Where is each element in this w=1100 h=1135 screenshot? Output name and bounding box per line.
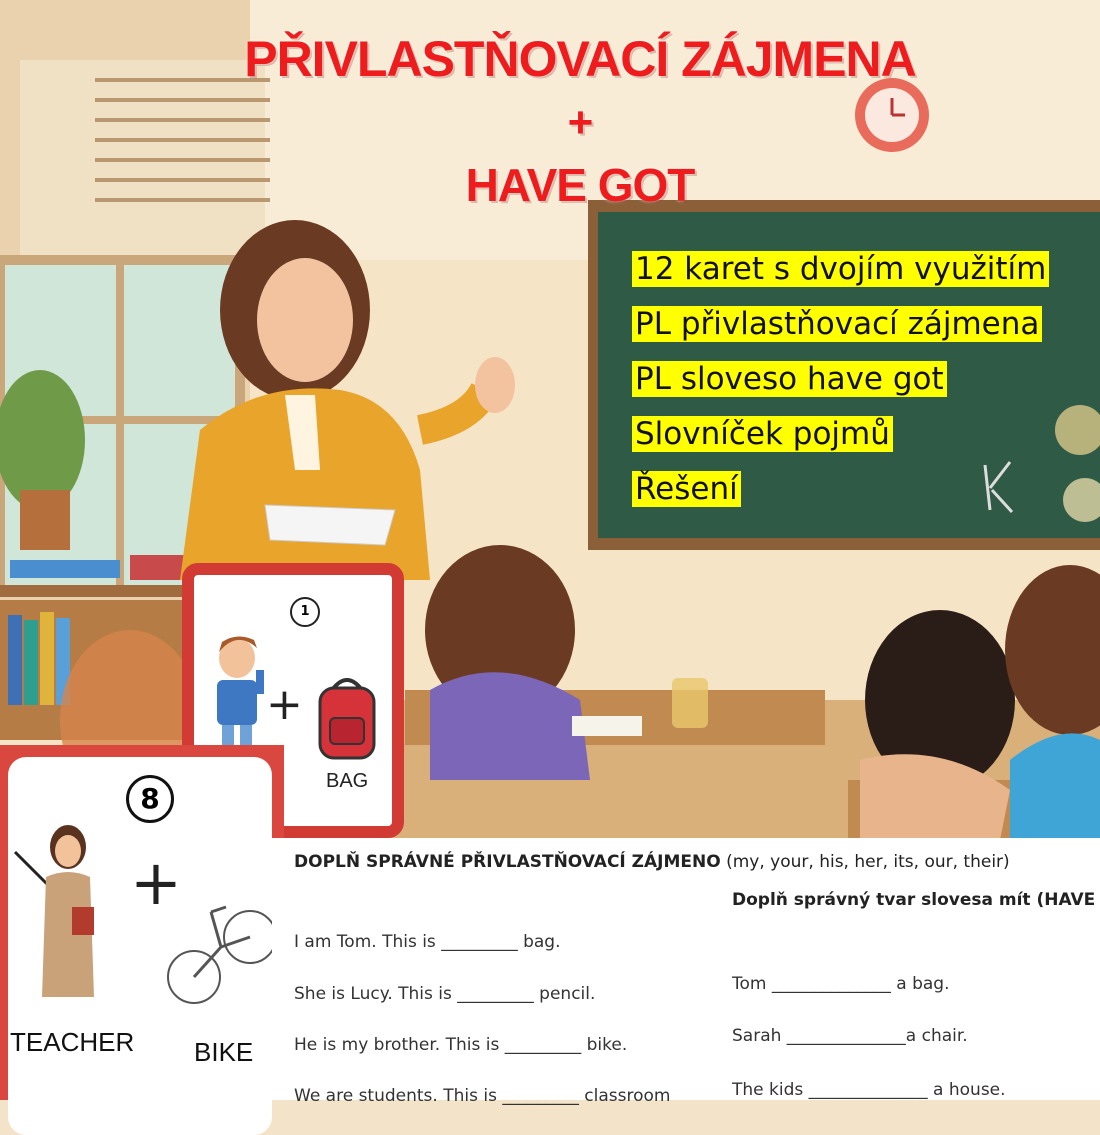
card-label-teacher: TEACHER (10, 1027, 135, 1057)
pronoun-sentence: She is Lucy. This is _________ pencil. (294, 984, 596, 1004)
pronoun-task-title (294, 852, 1010, 872)
verb-sentence: Tom ______________ a bag. (732, 974, 950, 994)
card-number: 1 (290, 597, 320, 627)
worksheet-preview (272, 838, 1100, 1106)
feature-item (632, 302, 1049, 352)
feature-item (632, 467, 1049, 517)
card-number: 8 (126, 775, 174, 823)
pronoun-task-bold: DOPLŇ SPRÁVNÉ PŘIVLASTŇOVACÍ ZÁJMENO (294, 852, 721, 872)
verb-task-title: Doplň správný tvar slovesa mít (HAVE (732, 890, 1096, 910)
bike-icon (166, 892, 276, 1012)
verb-sentence: Sarah ______________a chair. (732, 1026, 968, 1046)
feature-text: Řešení (632, 471, 741, 507)
flashcard-8 (0, 745, 284, 1100)
feature-text: PL sloveso have got (632, 361, 947, 397)
plus-icon: + (266, 679, 303, 730)
feature-item (632, 412, 1049, 462)
pronoun-sentence: We are students. This is _________ classroom (294, 1086, 671, 1106)
title-plus: + (567, 98, 593, 147)
feature-item (632, 247, 1049, 297)
feature-list (632, 247, 1049, 522)
feature-text: 12 karet s dvojím využitím (632, 251, 1049, 287)
plus-icon: + (130, 846, 182, 919)
teacher-icon (10, 817, 120, 1017)
feature-text: PL přivlastňovací zájmena (632, 306, 1042, 342)
pronoun-sentence: He is my brother. This is _________ bike. (294, 1035, 628, 1055)
backpack-icon (312, 670, 382, 760)
card-label-bike: BIKE (194, 1037, 254, 1067)
pronoun-sentence: I am Tom. This is _________ bag. (294, 932, 561, 952)
card-label-bag: BAG (326, 770, 369, 792)
title-have-got: HAVE GOT (465, 159, 695, 211)
feature-item (632, 357, 1049, 407)
page-title: PŘIVLASTŇOVACÍ ZÁJMENA (244, 31, 916, 87)
feature-text: Slovníček pojmů (632, 416, 893, 452)
flashcard-face (8, 757, 272, 1135)
pronoun-task-hint: (my, your, his, her, its, our, their) (720, 852, 1010, 872)
verb-sentence: The kids ______________ a house. (732, 1080, 1006, 1100)
